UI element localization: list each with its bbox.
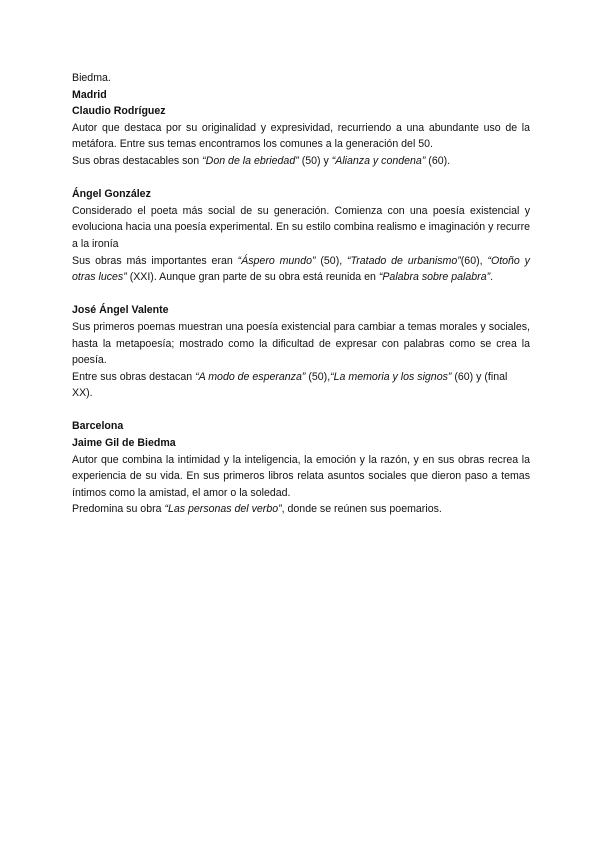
author-heading-biedma: Jaime Gil de Biedma	[72, 437, 176, 450]
work-year: (60),	[460, 254, 488, 267]
spacer	[72, 286, 530, 303]
work-title: “Áspero mundo”	[237, 254, 316, 267]
work-year: (XXI). Aunque gran parte de su obra está reunida en	[126, 271, 379, 284]
work-year: (60).	[425, 154, 451, 167]
intro-line: Biedma.	[72, 72, 111, 84]
document-page	[72, 70, 530, 518]
works-suffix: , donde se reúnen sus poemarios.	[281, 503, 442, 516]
work-end: .	[490, 271, 494, 284]
works-prefix: Entre sus obras destacan	[72, 370, 196, 383]
author-description-claudio: Autor que destaca por su originalidad y expresividad, recurriendo a una abundante uso de la metáfora. Entre sus temas encontramos los comunes a la generación del 50.	[72, 121, 530, 151]
work-year: (60) y (final XX).	[72, 370, 508, 400]
city-heading-barcelona: Barcelona	[72, 420, 124, 433]
spacer	[72, 170, 530, 187]
work-year: (50) y	[298, 154, 332, 167]
author-works-biedma	[72, 501, 530, 518]
work-title: “Las personas del verbo”	[164, 503, 282, 516]
work-title: “Palabra sobre palabra”	[378, 271, 491, 284]
spacer	[72, 402, 530, 419]
author-works-claudio	[72, 153, 530, 170]
work-title: “Alianza y condena”	[331, 154, 426, 167]
city-heading-madrid: Madrid	[72, 88, 107, 101]
author-description-biedma: Autor que combina la intimidad y la inteligencia, la emoción y la razón, y en sus obras recrea la experiencia de su vida. En sus primeros libros relata asuntos sociales que dieron paso a temas íntimos como la amistad, el amor o la soledad.	[72, 453, 530, 499]
author-heading-claudio: Claudio Rodríguez	[72, 105, 166, 118]
work-title: “La memoria y los signos”	[330, 370, 452, 383]
author-heading-angel: Ángel González	[72, 188, 151, 201]
work-title: “A modo de esperanza”	[195, 370, 306, 383]
work-title: “Tratado de urbanismo”	[347, 254, 461, 267]
work-year: (50),	[305, 370, 331, 383]
works-prefix: Sus obras destacables son	[72, 154, 203, 167]
author-works-valente	[72, 369, 530, 402]
works-prefix: Predomina su obra	[72, 503, 165, 516]
work-title: “Otoño y otras luces”	[72, 254, 530, 284]
author-description-valente: Sus primeros poemas muestran una poesía existencial para cambiar a temas morales y sociales, hasta la metapoesía; mostrado como la dificultad de expresar con palabras como se crea la poesía.	[72, 320, 530, 367]
work-year: (50),	[315, 254, 348, 267]
works-prefix: Sus obras más importantes eran	[72, 254, 238, 267]
author-heading-valente: José Ángel Valente	[72, 304, 169, 317]
author-works-angel	[72, 253, 530, 286]
author-description-angel: Considerado el poeta más social de su generación. Comienza con una poesía existencial y evoluciona hacia una poesía experimental. En su estilo combina realismo e imaginación y recurre a la ironía	[72, 204, 530, 250]
work-title: “Don de la ebriedad”	[202, 154, 299, 167]
